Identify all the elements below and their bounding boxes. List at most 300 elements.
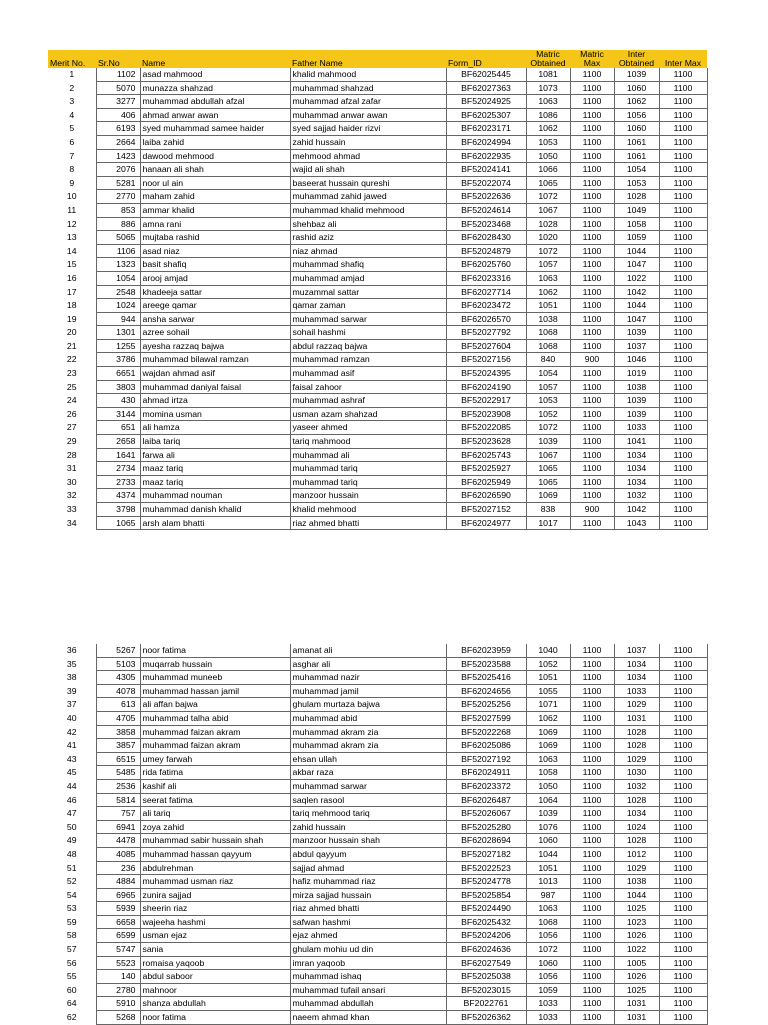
merit-no-cell: 31 [66,463,77,474]
matric-obtained-cell: 1086 [526,108,570,122]
form-id-cell: BF62026590 [446,489,526,503]
table-row [48,176,707,190]
inter-max-cell: 1100 [659,807,707,821]
name-cell: noor ul ain [140,176,290,190]
form-id-cell: BF62025949 [446,475,526,489]
father-name-cell: muhammad sarwar [290,312,446,326]
sr-no-cell: 1255 [96,339,140,353]
inter-obtained-cell: 1025 [614,983,659,997]
inter-obtained-cell: 1022 [614,943,659,957]
name-cell: sania [140,943,290,957]
inter-max-cell: 1100 [659,339,707,353]
inter-obtained-cell: 1038 [614,380,659,394]
name-cell: ammar khalid [140,203,290,217]
merit-no-cell: 48 [66,848,77,859]
inter-max-cell: 1100 [659,367,707,381]
inter-max-cell: 1100 [659,176,707,190]
table-row [48,271,707,285]
matric-max-cell: 1100 [570,81,614,95]
merit-no-cell: 6 [69,136,75,147]
inter-max-cell: 1100 [659,698,707,712]
sr-no-cell: 2076 [96,163,140,177]
form-id-cell: BF62023472 [446,299,526,313]
name-cell: mujtaba rashid [140,231,290,245]
form-id-cell: BF62023171 [446,122,526,136]
merit-no-cell: 5 [69,123,75,134]
merit-no-cell: 26 [66,408,77,419]
inter-obtained-cell: 1047 [614,312,659,326]
matric-max-cell: 1100 [570,367,614,381]
name-cell: arooj amjad [140,271,290,285]
sr-no-cell: 1102 [96,68,140,81]
sr-no-cell: 1423 [96,149,140,163]
inter-obtained-cell: 1031 [614,711,659,725]
inter-max-cell: 1100 [659,81,707,95]
inter-obtained-cell: 1034 [614,657,659,671]
matric-obtained-cell: 1056 [526,970,570,984]
sr-no-cell: 5103 [96,657,140,671]
matric-obtained-cell: 1081 [526,68,570,81]
matric-max-cell: 1100 [570,380,614,394]
merit-no-cell: 64 [66,998,77,1009]
inter-max-cell: 1100 [659,326,707,340]
merit-no-cell: 38 [66,672,77,683]
inter-obtained-cell: 1028 [614,834,659,848]
merit-no-cell: 40 [66,712,77,723]
inter-max-cell: 1100 [659,888,707,902]
father-name-cell: khalid mahmood [290,68,446,81]
form-id-cell: BF52025927 [446,462,526,476]
form-id-cell: BF62026487 [446,793,526,807]
sr-no-cell: 3786 [96,353,140,367]
matric-obtained-cell: 1067 [526,448,570,462]
merit-no-cell: 56 [66,957,77,968]
father-name-cell: zahid hussain [290,820,446,834]
father-name-cell: rashid aziz [290,231,446,245]
father-name-cell: muhammad jamil [290,684,446,698]
matric-max-cell: 1100 [570,285,614,299]
matric-max-cell: 1100 [570,820,614,834]
form-id-cell: BF52027156 [446,353,526,367]
matric-max-cell: 1100 [570,299,614,313]
inter-obtained-cell: 1041 [614,435,659,449]
form-id-cell: BF62022935 [446,149,526,163]
matric-max-cell: 1100 [570,684,614,698]
father-name-cell: ehsan ullah [290,752,446,766]
father-name-cell: sajjad ahmad [290,861,446,875]
matric-obtained-cell: 1069 [526,489,570,503]
inter-obtained-cell: 1060 [614,122,659,136]
header-form-id: Form_ID [446,50,526,68]
matric-obtained-cell: 1064 [526,793,570,807]
sr-no-cell: 5747 [96,943,140,957]
table-row [48,68,707,81]
matric-obtained-cell: 1073 [526,81,570,95]
father-name-cell: muhammad tariq [290,475,446,489]
table-row [48,875,707,889]
matric-max-cell: 1100 [570,644,614,657]
father-name-cell: mehmood ahmad [290,149,446,163]
inter-max-cell: 1100 [659,285,707,299]
matric-obtained-cell: 1040 [526,644,570,657]
sr-no-cell: 2664 [96,135,140,149]
form-id-cell: BF52025416 [446,671,526,685]
inter-obtained-cell: 1030 [614,766,659,780]
table-row [48,231,707,245]
form-id-cell: BF52026362 [446,1011,526,1025]
matric-obtained-cell: 1072 [526,244,570,258]
father-name-cell: syed sajjad haider rizvi [290,122,446,136]
matric-obtained-cell: 1060 [526,834,570,848]
inter-max-cell: 1100 [659,834,707,848]
inter-obtained-cell: 1031 [614,1011,659,1025]
matric-obtained-cell: 1044 [526,847,570,861]
sr-no-cell: 2780 [96,983,140,997]
matric-max-cell: 1100 [570,122,614,136]
father-name-cell: muhammad tariq [290,462,446,476]
inter-obtained-cell: 1059 [614,231,659,245]
table-row [48,657,707,671]
sr-no-cell: 6965 [96,888,140,902]
form-id-cell: BF52024614 [446,203,526,217]
merit-no-cell: 62 [66,1012,77,1023]
merit-no-cell: 41 [66,740,77,751]
matric-max-cell: 1100 [570,149,614,163]
form-id-cell: BF52023468 [446,217,526,231]
matric-max-cell: 1100 [570,766,614,780]
inter-max-cell: 1100 [659,711,707,725]
inter-max-cell: 1100 [659,943,707,957]
matric-max-cell: 1100 [570,448,614,462]
inter-obtained-cell: 1046 [614,353,659,367]
name-cell: wajeeha hashmi [140,915,290,929]
table-row [48,339,707,353]
name-cell: muhammad danish khalid [140,503,290,517]
matric-obtained-cell: 1069 [526,725,570,739]
father-name-cell: muhammad anwar awan [290,108,446,122]
matric-max-cell: 1100 [570,657,614,671]
name-cell: sheerin riaz [140,902,290,916]
merit-no-cell: 18 [66,300,77,311]
matric-obtained-cell: 1052 [526,407,570,421]
table-row [48,326,707,340]
sr-no-cell: 6651 [96,367,140,381]
inter-obtained-cell: 1061 [614,149,659,163]
header-name: Name [140,50,290,68]
inter-max-cell: 1100 [659,217,707,231]
inter-obtained-cell: 1060 [614,81,659,95]
merit-no-cell: 8 [69,164,75,175]
inter-max-cell: 1100 [659,1011,707,1025]
father-name-cell: muhammad abid [290,711,446,725]
matric-max-cell: 1100 [570,902,614,916]
father-name-cell: usman azam shahzad [290,407,446,421]
table-row [48,299,707,313]
inter-max-cell: 1100 [659,135,707,149]
name-cell: laiba tariq [140,435,290,449]
merit-no-cell: 22 [66,354,77,365]
merit-no-cell: 4 [69,109,75,120]
form-id-cell: BF62024977 [446,516,526,530]
form-id-cell: BF62024636 [446,943,526,957]
matric-max-cell: 1100 [570,339,614,353]
inter-max-cell: 1100 [659,902,707,916]
merit-no-cell: 25 [66,381,77,392]
table-row [48,983,707,997]
matric-max-cell: 1100 [570,231,614,245]
form-id-cell: BF52025038 [446,970,526,984]
name-cell: ahmad anwar awan [140,108,290,122]
father-name-cell: riaz ahmed bhatti [290,902,446,916]
inter-obtained-cell: 1062 [614,95,659,109]
inter-obtained-cell: 1037 [614,339,659,353]
merit-no-cell: 1 [69,69,75,80]
form-id-cell: BF62028430 [446,231,526,245]
sr-no-cell: 5267 [96,644,140,657]
matric-obtained-cell: 840 [526,353,570,367]
name-cell: rida fatima [140,766,290,780]
table-row [48,929,707,943]
matric-obtained-cell: 1066 [526,163,570,177]
inter-max-cell: 1100 [659,793,707,807]
father-name-cell: muhammad ali [290,448,446,462]
inter-obtained-cell: 1037 [614,644,659,657]
inter-max-cell: 1100 [659,671,707,685]
father-name-cell: muhammad amjad [290,271,446,285]
merit-no-cell: 29 [66,436,77,447]
sr-no-cell: 6599 [96,929,140,943]
inter-max-cell: 1100 [659,929,707,943]
table-row [48,725,707,739]
name-cell: basit shafiq [140,258,290,272]
sr-no-cell: 3798 [96,503,140,517]
matric-obtained-cell: 1067 [526,203,570,217]
matric-max-cell: 1100 [570,312,614,326]
table-row [48,956,707,970]
table-row [48,1011,707,1025]
inter-max-cell: 1100 [659,820,707,834]
matric-obtained-cell: 1072 [526,943,570,957]
matric-obtained-cell: 838 [526,503,570,517]
form-id-cell: BF52023628 [446,435,526,449]
merit-no-cell: 60 [66,984,77,995]
father-name-cell: muhammad tufail ansari [290,983,446,997]
matric-obtained-cell: 1062 [526,285,570,299]
inter-max-cell: 1100 [659,380,707,394]
sr-no-cell: 3144 [96,407,140,421]
form-id-cell: BF62027714 [446,285,526,299]
inter-obtained-cell: 1034 [614,807,659,821]
merit-no-cell: 2 [69,82,75,93]
matric-obtained-cell: 1063 [526,95,570,109]
father-name-cell: sohail hashmi [290,326,446,340]
father-name-cell: muhammad afzal zafar [290,95,446,109]
name-cell: muhammad daniyal faisal [140,380,290,394]
name-cell: zoya zahid [140,820,290,834]
table-row [48,970,707,984]
matric-max-cell: 1100 [570,421,614,435]
name-cell: muhammad bilawal ramzan [140,353,290,367]
form-id-cell: BF62024190 [446,380,526,394]
inter-max-cell: 1100 [659,394,707,408]
name-cell: abdulrehman [140,861,290,875]
matric-max-cell: 1100 [570,793,614,807]
name-cell: muhammad abdullah afzal [140,95,290,109]
merit-no-cell: 24 [66,395,77,406]
merit-no-cell: 28 [66,449,77,460]
inter-max-cell: 1100 [659,766,707,780]
inter-max-cell: 1100 [659,739,707,753]
matric-max-cell: 900 [570,503,614,517]
matric-obtained-cell: 1068 [526,326,570,340]
sr-no-cell: 4478 [96,834,140,848]
inter-max-cell: 1100 [659,997,707,1011]
merit-no-cell: 19 [66,313,77,324]
father-name-cell: muzammal sattar [290,285,446,299]
merit-no-cell: 12 [66,218,77,229]
merit-no-cell: 53 [66,903,77,914]
inter-obtained-cell: 1029 [614,752,659,766]
matric-max-cell: 1100 [570,203,614,217]
form-id-cell: BF62025743 [446,448,526,462]
sr-no-cell: 2536 [96,779,140,793]
merit-no-cell: 23 [66,368,77,379]
name-cell: munazza shahzad [140,81,290,95]
merit-no-cell: 3 [69,96,75,107]
father-name-cell: muhammad shahzad [290,81,446,95]
matric-obtained-cell: 1051 [526,671,570,685]
father-name-cell: wajid ali shah [290,163,446,177]
table-row [48,217,707,231]
inter-obtained-cell: 1054 [614,163,659,177]
sr-no-cell: 4374 [96,489,140,503]
inter-max-cell: 1100 [659,190,707,204]
matric-obtained-cell: 1076 [526,820,570,834]
inter-obtained-cell: 1019 [614,367,659,381]
inter-obtained-cell: 1022 [614,271,659,285]
inter-obtained-cell: 1026 [614,929,659,943]
father-name-cell: riaz ahmed bhatti [290,516,446,530]
name-cell: muhammad faizan akram [140,725,290,739]
form-id-cell: BF52023588 [446,657,526,671]
sr-no-cell: 3803 [96,380,140,394]
table-row [48,312,707,326]
sr-no-cell: 1065 [96,516,140,530]
table-row [48,285,707,299]
sr-no-cell: 236 [96,861,140,875]
form-id-cell: BF62024656 [446,684,526,698]
sr-no-cell: 430 [96,394,140,408]
name-cell: momina usman [140,407,290,421]
form-id-cell: BF52027599 [446,711,526,725]
matric-max-cell: 1100 [570,779,614,793]
father-name-cell: mirza sajjad hussain [290,888,446,902]
table-row [48,684,707,698]
inter-max-cell: 1100 [659,95,707,109]
table-row [48,149,707,163]
merit-no-cell: 30 [66,476,77,487]
sr-no-cell: 1323 [96,258,140,272]
father-name-cell: manzoor hussain shah [290,834,446,848]
inter-max-cell: 1100 [659,983,707,997]
matric-max-cell: 1100 [570,95,614,109]
form-id-cell: BF52027604 [446,339,526,353]
inter-obtained-cell: 1056 [614,108,659,122]
matric-obtained-cell: 1051 [526,861,570,875]
table-row [48,503,707,517]
name-cell: muqarrab hussain [140,657,290,671]
father-name-cell: muhammad sarwar [290,779,446,793]
inter-max-cell: 1100 [659,353,707,367]
merit-no-cell: 58 [66,930,77,941]
table-row [48,861,707,875]
form-id-cell: BF52025280 [446,820,526,834]
merit-no-cell: 49 [66,835,77,846]
inter-max-cell: 1100 [659,657,707,671]
inter-max-cell: 1100 [659,970,707,984]
sr-no-cell: 4305 [96,671,140,685]
form-id-cell: BF52022636 [446,190,526,204]
matric-max-cell: 1100 [570,258,614,272]
merit-no-cell: 15 [66,259,77,270]
form-id-cell: BF62023316 [446,271,526,285]
inter-max-cell: 1100 [659,956,707,970]
table-row [48,475,707,489]
merit-no-cell: 21 [66,340,77,351]
father-name-cell: ghulam murtaza bajwa [290,698,446,712]
sr-no-cell: 4884 [96,875,140,889]
table-row [48,752,707,766]
table-row [48,258,707,272]
inter-max-cell: 1100 [659,462,707,476]
father-name-cell: khalid mehmood [290,503,446,517]
matric-max-cell: 1100 [570,394,614,408]
merit-no-cell: 14 [66,245,77,256]
inter-obtained-cell: 1033 [614,421,659,435]
matric-obtained-cell: 1062 [526,122,570,136]
father-name-cell: muhammad akram zia [290,739,446,753]
form-id-cell: BF52022085 [446,421,526,435]
matric-max-cell: 1100 [570,407,614,421]
name-cell: muhammad hassan jamil [140,684,290,698]
inter-max-cell: 1100 [659,847,707,861]
sr-no-cell: 2548 [96,285,140,299]
table-row [48,489,707,503]
name-cell: ayesha razzaq bajwa [140,339,290,353]
form-id-cell: BF62026570 [446,312,526,326]
header-matric-max: Matric Max [570,50,614,68]
inter-max-cell: 1100 [659,203,707,217]
matric-max-cell: 1100 [570,888,614,902]
father-name-cell: muhammad khalid mehmood [290,203,446,217]
inter-max-cell: 1100 [659,448,707,462]
inter-obtained-cell: 1023 [614,915,659,929]
inter-obtained-cell: 1044 [614,244,659,258]
matric-max-cell: 1100 [570,847,614,861]
sr-no-cell: 3857 [96,739,140,753]
matric-obtained-cell: 1069 [526,739,570,753]
name-cell: ahmad irtza [140,394,290,408]
inter-max-cell: 1100 [659,644,707,657]
matric-obtained-cell: 1059 [526,983,570,997]
name-cell: usman ejaz [140,929,290,943]
merit-no-cell: 44 [66,780,77,791]
merit-no-cell: 46 [66,794,77,805]
sr-no-cell: 5070 [96,81,140,95]
inter-obtained-cell: 1028 [614,190,659,204]
name-cell: arsh alam bhatti [140,516,290,530]
inter-max-cell: 1100 [659,725,707,739]
